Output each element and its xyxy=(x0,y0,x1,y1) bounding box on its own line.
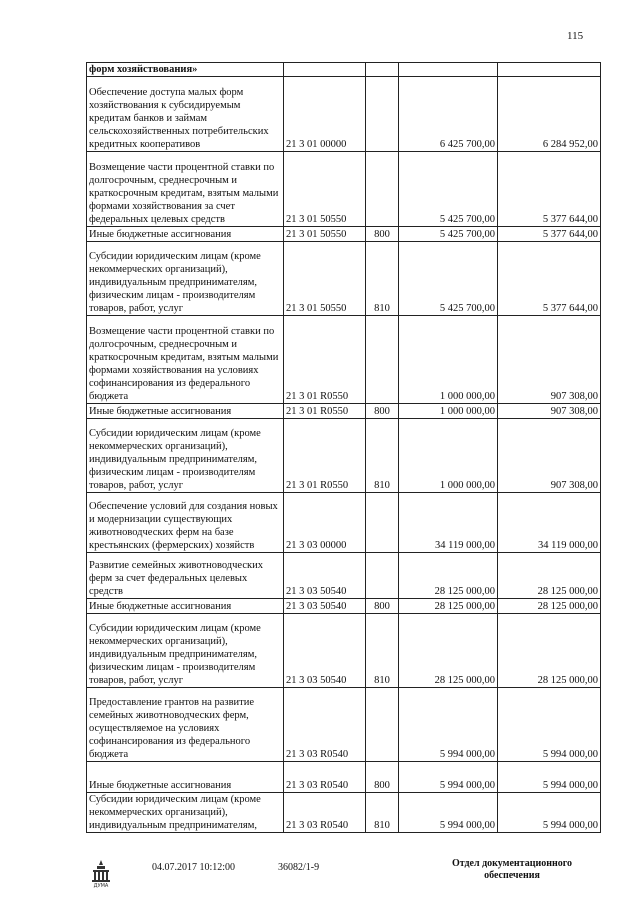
row-sum-1: 6 425 700,00 xyxy=(399,77,498,152)
row-sum-1: 5 425 700,00 xyxy=(399,227,498,242)
row-name: Развитие семейных животноводческих ферм за счет федеральных целевых средств xyxy=(87,553,284,599)
row-code: 21 3 01 50550 xyxy=(284,152,366,227)
row-sum-1: 34 119 000,00 xyxy=(399,493,498,553)
page-number: 115 xyxy=(567,30,584,42)
row-code: 21 3 01 50550 xyxy=(284,242,366,316)
row-kvr: 800 xyxy=(366,599,399,614)
row-code: 21 3 03 R0540 xyxy=(284,793,366,833)
footer-stamp: Отдел документационного обеспечения xyxy=(451,858,573,881)
row-name: Предоставление грантов на развитие семейных животноводческих ферм, осуществляемое на условиях софинансирования из федерального бюджета xyxy=(87,688,284,762)
row-sum-2: 5 994 000,00 xyxy=(498,793,601,833)
row-sum-1: 5 994 000,00 xyxy=(399,688,498,762)
row-name: Иные бюджетные ассигнования xyxy=(87,404,284,419)
row-name: Субсидии юридическим лицам (кроме некоммерческих организаций), индивидуальным предпринимателям, физическим лицам - производителям товаров, работ, услуг xyxy=(87,614,284,688)
row-name: Обеспечение условий для создания новых и модернизации существующих животноводческих ферм на базе крестьянских (фермерских) хозяйств xyxy=(87,493,284,553)
row-sum-2: 5 994 000,00 xyxy=(498,688,601,762)
row-name: форм хозяйствования» xyxy=(87,63,284,77)
table-row xyxy=(87,242,601,316)
row-kvr xyxy=(366,77,399,152)
row-sum-2: 907 308,00 xyxy=(498,316,601,404)
row-name: Возмещение части процентной ставки по долгосрочным, среднесрочным и краткосрочным кредитам, взятым малыми формами хозяйствования на условиях софинансирования из федерального бюджета xyxy=(87,316,284,404)
row-sum-2: 6 284 952,00 xyxy=(498,77,601,152)
row-code: 21 3 01 00000 xyxy=(284,77,366,152)
table-row xyxy=(87,599,601,614)
row-sum-2: 28 125 000,00 xyxy=(498,553,601,599)
row-sum-2: 5 377 644,00 xyxy=(498,242,601,316)
row-name: Иные бюджетные ассигнования xyxy=(87,599,284,614)
row-sum-2: 5 377 644,00 xyxy=(498,152,601,227)
row-sum-1: 28 125 000,00 xyxy=(399,614,498,688)
row-kvr: 800 xyxy=(366,404,399,419)
table-row xyxy=(87,404,601,419)
row-sum-1: 1 000 000,00 xyxy=(399,419,498,493)
row-sum-1: 5 994 000,00 xyxy=(399,762,498,793)
footer-datetime: 04.07.2017 10:12:00 xyxy=(152,862,236,873)
row-sum-1: 5 425 700,00 xyxy=(399,242,498,316)
row-kvr: 810 xyxy=(366,793,399,833)
row-sum-1: 5 425 700,00 xyxy=(399,152,498,227)
row-sum-2: 907 308,00 xyxy=(498,404,601,419)
budget-table-body xyxy=(87,63,601,833)
table-row xyxy=(87,419,601,493)
row-code: 21 3 03 R0540 xyxy=(284,688,366,762)
row-sum-1: 1 000 000,00 xyxy=(399,316,498,404)
row-code: 21 3 01 50550 xyxy=(284,227,366,242)
row-code: 21 3 03 50540 xyxy=(284,599,366,614)
row-kvr: 810 xyxy=(366,419,399,493)
table-row xyxy=(87,63,601,77)
table-row xyxy=(87,553,601,599)
row-name: Субсидии юридическим лицам (кроме некоммерческих организаций), индивидуальным предпринимателям, физическим лицам - производителям товаров, работ, услуг xyxy=(87,419,284,493)
row-sum-1 xyxy=(399,63,498,77)
row-kvr: 810 xyxy=(366,242,399,316)
row-name: Субсидии юридическим лицам (кроме некоммерческих организаций), индивидуальным предпринимателям, физическим лицам - производителям товаров, работ, услуг xyxy=(87,242,284,316)
budget-table xyxy=(86,62,601,833)
row-name: Иные бюджетные ассигнования xyxy=(87,762,284,793)
table-row xyxy=(87,77,601,152)
row-kvr xyxy=(366,63,399,77)
row-kvr xyxy=(366,688,399,762)
logo-text: ДУМА xyxy=(93,883,109,888)
row-sum-1: 28 125 000,00 xyxy=(399,599,498,614)
row-kvr: 800 xyxy=(366,762,399,793)
table-row xyxy=(87,688,601,762)
table-row xyxy=(87,227,601,242)
row-name: Субсидии юридическим лицам (кроме некоммерческих организаций), индивидуальным предпринимателям, xyxy=(87,793,284,833)
row-code: 21 3 03 R0540 xyxy=(284,762,366,793)
row-sum-1: 5 994 000,00 xyxy=(399,793,498,833)
table-row xyxy=(87,152,601,227)
row-sum-2: 5 377 644,00 xyxy=(498,227,601,242)
footer-doc-number: 36082/1-9 xyxy=(278,862,320,873)
row-kvr xyxy=(366,493,399,553)
row-kvr: 800 xyxy=(366,227,399,242)
row-kvr xyxy=(366,152,399,227)
row-sum-2: 28 125 000,00 xyxy=(498,614,601,688)
row-code: 21 3 01 R0550 xyxy=(284,316,366,404)
table-row xyxy=(87,762,601,793)
duma-logo-icon xyxy=(88,858,114,888)
row-code: 21 3 01 R0550 xyxy=(284,404,366,419)
row-sum-2: 5 994 000,00 xyxy=(498,762,601,793)
row-sum-1: 28 125 000,00 xyxy=(399,553,498,599)
table-row xyxy=(87,493,601,553)
row-kvr: 810 xyxy=(366,614,399,688)
table-row xyxy=(87,793,601,833)
row-code: 21 3 01 R0550 xyxy=(284,419,366,493)
row-code: 21 3 03 50540 xyxy=(284,553,366,599)
row-sum-1: 1 000 000,00 xyxy=(399,404,498,419)
row-name: Иные бюджетные ассигнования xyxy=(87,227,284,242)
row-sum-2: 28 125 000,00 xyxy=(498,599,601,614)
row-sum-2 xyxy=(498,63,601,77)
table-row xyxy=(87,614,601,688)
duma-logo xyxy=(88,858,114,888)
row-kvr xyxy=(366,316,399,404)
row-code: 21 3 03 00000 xyxy=(284,493,366,553)
row-sum-2: 907 308,00 xyxy=(498,419,601,493)
row-code: 21 3 03 50540 xyxy=(284,614,366,688)
row-sum-2: 34 119 000,00 xyxy=(498,493,601,553)
row-code xyxy=(284,63,366,77)
row-kvr xyxy=(366,553,399,599)
table-row xyxy=(87,316,601,404)
row-name: Возмещение части процентной ставки по долгосрочным, среднесрочным и краткосрочным кредитам, взятым малыми формами хозяйствования за счет федеральных целевых средств xyxy=(87,152,284,227)
row-name: Обеспечение доступа малых форм хозяйствования к субсидируемым кредитам банков и займам сельскохозяйственных потребительских кредитных кооперативов xyxy=(87,77,284,152)
